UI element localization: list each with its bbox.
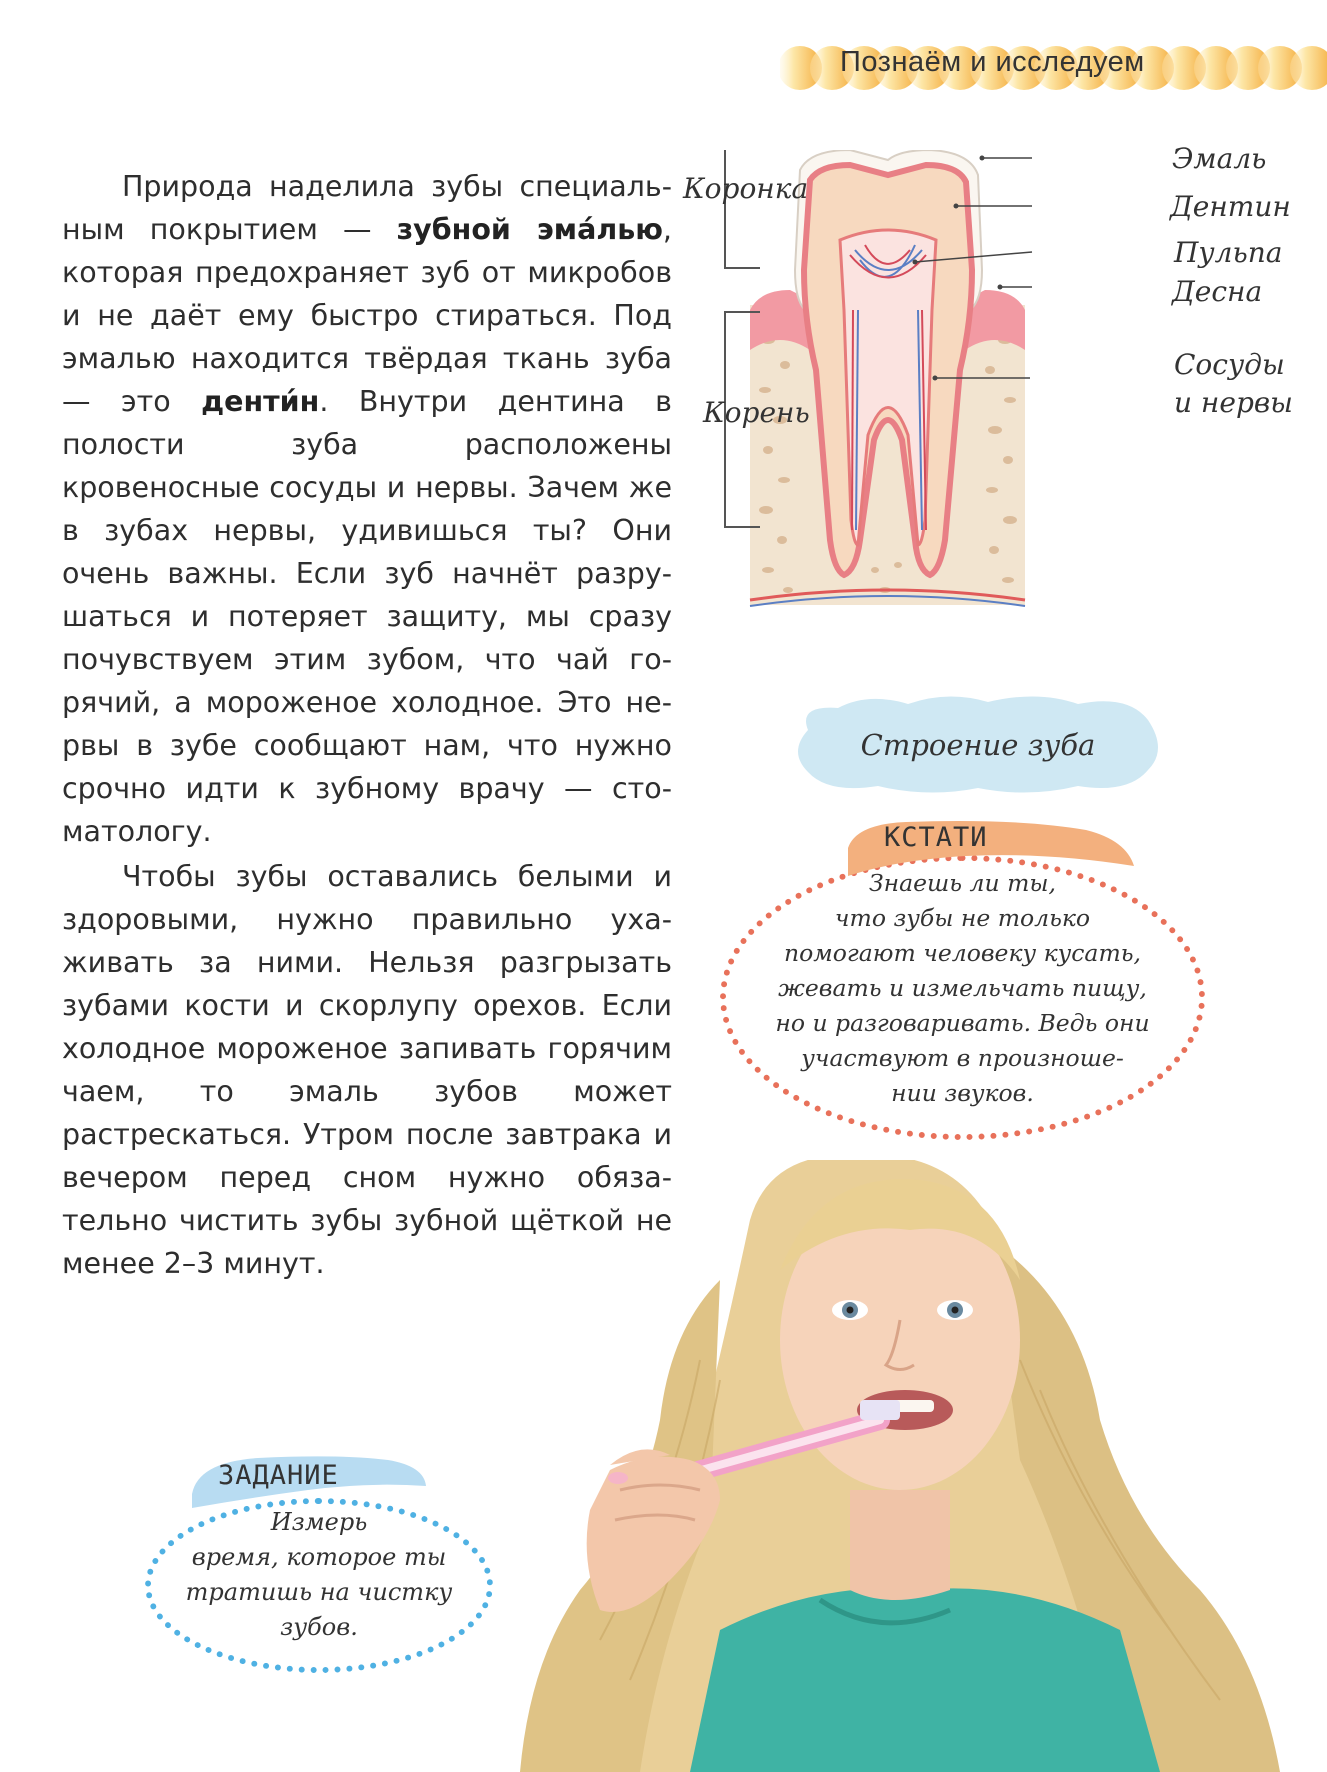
zadanie-text: Измерь время, которое ты тратишь на чистку зубов. bbox=[185, 1508, 453, 1641]
main-text bbox=[62, 165, 672, 1285]
label-gum: Десна bbox=[1172, 275, 1263, 308]
paragraph-2: Чтобы зубы оставались белыми и здоровыми, нужно правильно ухаживать за ними. Нельзя разгрызать зубами кости и скорлупу орехов. Если холодное мороженое запивать горячим чаем, то эмаль зубов может растрескаться. Утром после завтрака и вечером перед сном нужно обязательно чистить зубы зубной щёткой не менее 2–3 минут. bbox=[62, 860, 672, 1280]
term-enamel: зубной эма́лью bbox=[396, 213, 663, 246]
label-enamel: Эмаль bbox=[1172, 142, 1267, 175]
label-vessels-2: и нервы bbox=[1174, 386, 1293, 419]
diagram-caption: Строение зуба bbox=[860, 728, 1096, 762]
label-pulp: Пульпа bbox=[1174, 236, 1283, 269]
kstati-text: Знаешь ли ты, что зубы не только помогают человеку кусать, жевать и измельчать пищу, но и разговаривать. Ведь они участвуют в произноше- нии звуков. bbox=[775, 869, 1150, 1107]
kstati-label: КСТАТИ bbox=[884, 822, 988, 853]
paragraph-1: Природа наделила зубы специальным покрытием — зубной эма́лью, которая предохраняет зуб от микробов и не даёт ему быстро стираться. Под эмалью находится твёрдая ткань зуба — это денти́н. Внутри дентина в полости зуба расположены кровеносные сосуды и нервы. Зачем же в зубах нервы, удивишься ты? Они очень важны. Если зуб начнёт разрушаться и потеряет защиту, мы сразу почувствуем этим зубом, что чай горячий, а мороженое холодное. Это нервы в зубе сообщают нам, что нужно срочно идти к зубному врачу — стоматологу. bbox=[62, 170, 672, 848]
label-crown: Коронка bbox=[683, 172, 809, 205]
tooth-diagram bbox=[660, 142, 1320, 650]
section-title: Познаём и исследуем bbox=[840, 46, 1145, 78]
girl-brushing-teeth-photo bbox=[520, 1160, 1327, 1772]
label-dentin: Дентин bbox=[1170, 190, 1291, 223]
zadanie-label: ЗАДАНИЕ bbox=[218, 1460, 339, 1491]
term-dentin: денти́н bbox=[201, 385, 320, 418]
label-vessels-1: Сосуды bbox=[1174, 348, 1285, 381]
label-root: Корень bbox=[703, 396, 810, 429]
